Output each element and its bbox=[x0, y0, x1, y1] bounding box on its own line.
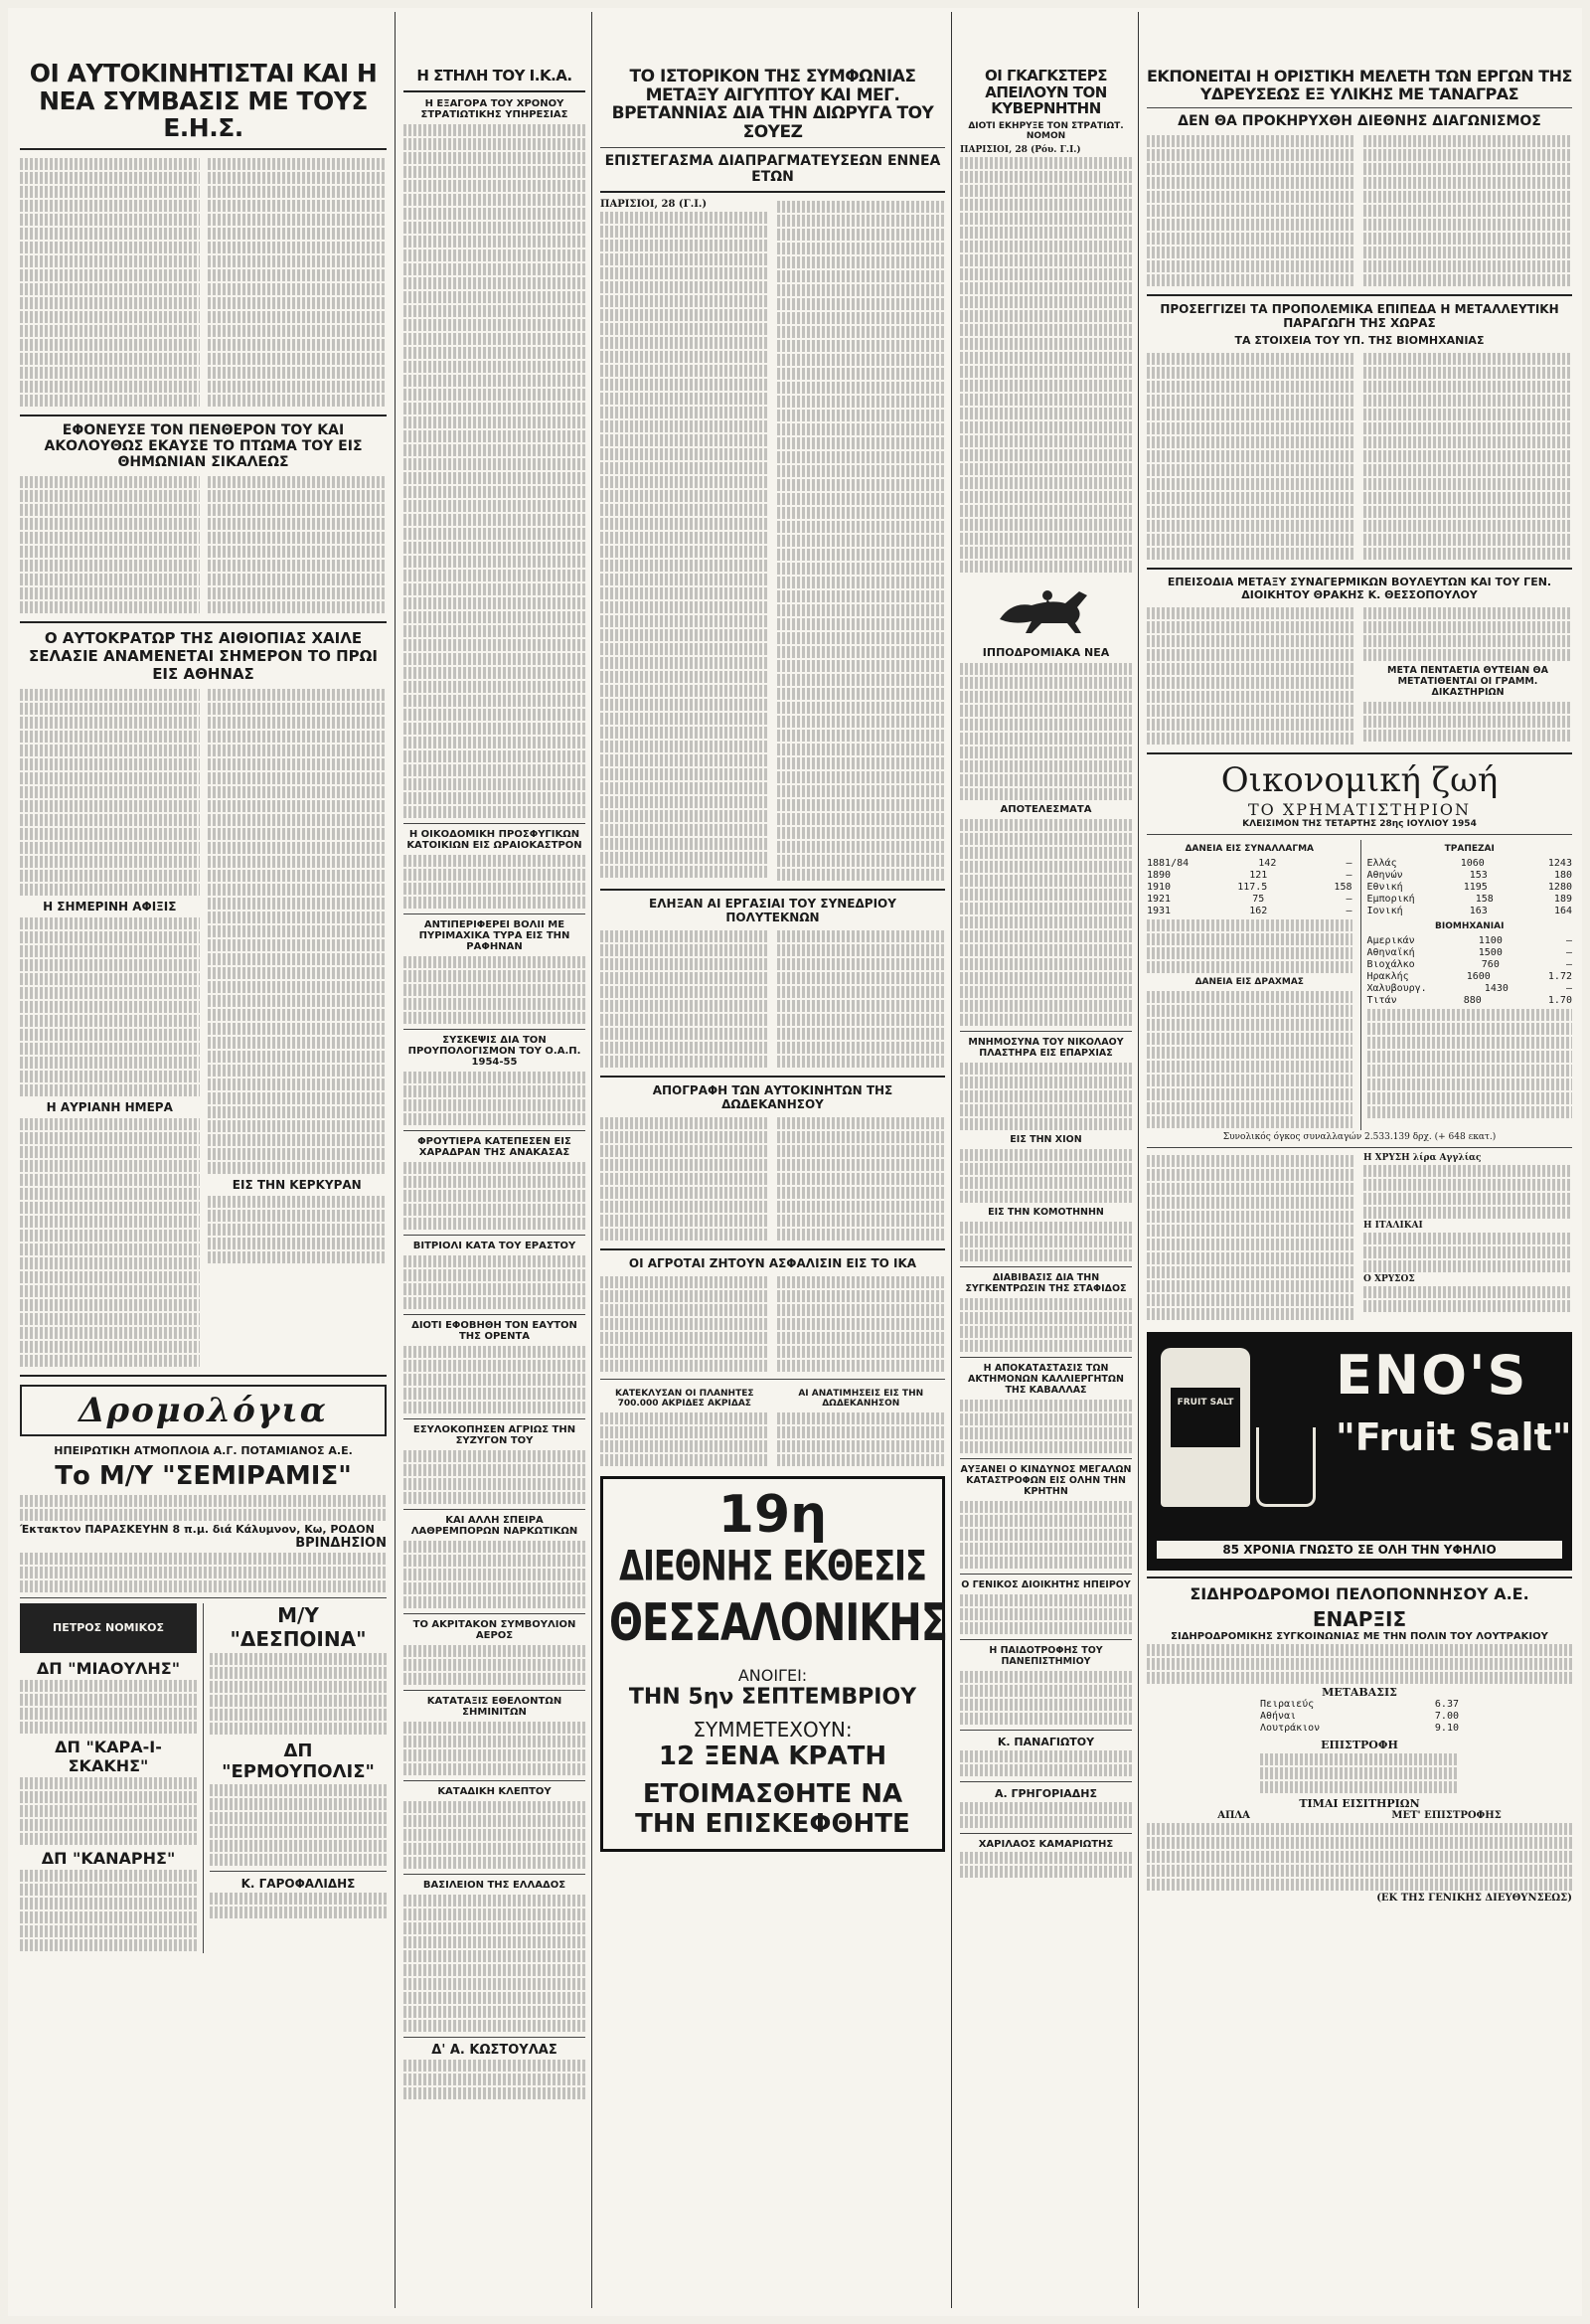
bank-cell: 163 bbox=[1469, 906, 1488, 917]
industry-cell: 1.72 bbox=[1547, 971, 1572, 983]
newspaper-page bbox=[8, 8, 1582, 2316]
industry-cell: — bbox=[1565, 935, 1572, 947]
headline-budget: ΣΥΣΚΕΨΙΣ ΔΙΑ ΤΟΝ ΠΡΟΥΠΟΛΟΓΙΣΜΟΝ ΤΟΥ Ο.Α.Π. 1954-55 bbox=[407, 1034, 581, 1068]
bank-cell: 1243 bbox=[1547, 858, 1572, 870]
industry-cell: 760 bbox=[1481, 959, 1500, 971]
headline-polyteknoi: ΕΛΗΞΑΝ ΑΙ ΕΡΓΑΣΙΑΙ ΤΟΥ ΣΥΝΕΔΡΙΟΥ ΠΟΛΥΤΕΚΝΩΝ bbox=[649, 896, 896, 924]
economy-title: Οικονομική ζωή bbox=[1220, 760, 1499, 801]
fair-participants-label: ΣΥΜΜΕΤΕΧΟΥΝ: bbox=[693, 1717, 853, 1742]
industry-row bbox=[1367, 947, 1573, 959]
industry-cell: Χαλυβουργ. bbox=[1366, 983, 1427, 995]
bank-cell: 1060 bbox=[1460, 858, 1485, 870]
table-drachma-loans-title: ΔΑΝΕΙΑ ΕΙΣ ΔΡΑΧΜΑΣ bbox=[1194, 977, 1304, 988]
bank-cell: Ελλάς bbox=[1366, 858, 1397, 870]
loan-row bbox=[1147, 906, 1352, 917]
industry-cell: Ηρακλής bbox=[1366, 971, 1409, 983]
ship-route: Έκτακτον ΠΑΡΑΣΚΕΥΗΝ 8 π.μ. διά Κάλυμνον, Κω, ΡΟΔΟΝ bbox=[20, 1522, 375, 1536]
headline-university: Η ΠΑΙΔΟΤΡΟΦΗΣ ΤΟΥ ΠΑΝΕΠΙΣΤΗΜΙΟΥ bbox=[989, 1644, 1103, 1667]
rail-prices: ΤΙΜΑΙ ΕΙΣΙΤΗΡΙΩΝ bbox=[1299, 1797, 1420, 1811]
bank-cell: 1280 bbox=[1547, 882, 1572, 894]
headline-thief: ΚΑΤΑΔΙΚΗ ΚΛΕΠΤΟΥ bbox=[437, 1785, 552, 1797]
headline-motorists: ΟΙ ΑΥΤΟΚΙΝΗΤΙΣΤΑΙ ΚΑΙ Η ΝΕΑ ΣΥΜΒΑΣΙΣ ΜΕ ΤΟΥΣ Ε.Η.Σ. bbox=[29, 59, 378, 142]
horse-icon bbox=[992, 581, 1101, 637]
dromologia-title: Δρομολόγια bbox=[20, 1385, 387, 1436]
loan-cell: 158 bbox=[1334, 882, 1352, 894]
rail-time-row bbox=[1260, 1699, 1459, 1711]
loan-row bbox=[1147, 894, 1352, 906]
rail-departure: ΜΕΤΑΒΑΣΙΣ bbox=[1322, 1686, 1397, 1700]
doctor-kostoulas: Δ' Α. ΚΩΣΤΟΥΛΑΣ bbox=[431, 2042, 557, 2058]
rail-time-cell: Αθήναι bbox=[1260, 1711, 1297, 1723]
enos-product: "Fruit Salt" bbox=[1336, 1415, 1572, 1460]
headline-epirus: Ο ΓΕΝΙΚΟΣ ΔΙΟΙΚΗΤΗΣ ΗΠΕΙΡΟΥ bbox=[961, 1578, 1131, 1590]
subhead-arrival: Η ΣΗΜΕΡΙΝΗ ΑΦΙΞΙΣ bbox=[43, 899, 177, 913]
loan-cell: — bbox=[1346, 858, 1352, 870]
ship-kanaris: ΔΠ "ΚΑΝΑΡΗΣ" bbox=[41, 1848, 176, 1868]
headline-farmers: ΟΙ ΑΓΡΟΤΑΙ ΖΗΤΟΥΝ ΑΣΦΑΛΙΣΙΝ ΕΙΣ ΤΟ ΙΚΑ bbox=[628, 1255, 917, 1270]
headline-kavala: Η ΑΠΟΚΑΤΑΣΤΑΣΙΣ ΤΩΝ ΑΚΤΗΜΟΝΩΝ ΚΑΛΛΙΕΡΓΗΤΩΝ ΤΗΣ ΚΑΒΑΛΛΑΣ bbox=[968, 1362, 1124, 1396]
column-3 bbox=[594, 12, 952, 2308]
rail-times-table bbox=[1260, 1699, 1459, 1735]
headline-kingdom: ΒΑΣΙΛΕΙΟΝ ΤΗΣ ΕΛΛΑΔΟΣ bbox=[422, 1879, 566, 1891]
table-banks-title: ΤΡΑΠΕΖΑΙ bbox=[1444, 844, 1495, 855]
headline-rafina: ΑΝΤΙΠΕΡΙΦΕΡΕΙ ΒΟΛΙΙ ΜΕ ΠΥΡΙΜΑΧΙΚΑ ΤΥΡΑ ΕΙΣ ΤΗΝ ΡΑΦΗΝΑΝ bbox=[418, 918, 570, 952]
bank-row bbox=[1367, 894, 1573, 906]
enos-advert bbox=[1147, 1332, 1572, 1571]
subhead-chios: ΕΙΣ ΤΗΝ ΧΙΟΝ bbox=[1010, 1133, 1082, 1145]
story-motorists-body bbox=[20, 156, 387, 409]
fair-advert bbox=[600, 1476, 948, 1852]
loan-row bbox=[1147, 882, 1352, 894]
loan-cell: 162 bbox=[1249, 906, 1268, 917]
fair-cta-2: ΤΗΝ ΕΠΙΣΚΕΦΘΗΤΕ bbox=[635, 1808, 910, 1839]
loan-cell: 142 bbox=[1258, 858, 1277, 870]
headline-orenta: ΔΙΟΤΙ ΕΦΟΒΗΘΗ ΤΟΝ ΕΑΥΤΟΝ ΤΗΣ ΟΡΕΝΤΑ bbox=[411, 1319, 577, 1342]
fx-loans-table bbox=[1147, 858, 1352, 917]
ship-route-dest: ΒΡΙΝΔΗΣΙΟΝ bbox=[295, 1535, 387, 1551]
ship-karaiskakis: ΔΠ "ΚΑΡΑ-Ι-ΣΚΑΚΗΣ" bbox=[55, 1737, 162, 1775]
bank-cell: Εθνική bbox=[1366, 882, 1403, 894]
headline-air-council: ΤΟ ΑΚΡΙΤΑΚΟΝ ΣΥΜΒΟΥΛΙΟΝ ΑΕΡΟΣ bbox=[412, 1618, 576, 1641]
fair-open-date: ΤΗΝ 5ην ΣΕΠΤΕΜΒΡΙΟΥ bbox=[628, 1684, 917, 1710]
enos-glass-icon bbox=[1256, 1427, 1316, 1507]
fair-title-1: ΔΙΕΘΝΗΣ ΕΚΘΕΣΙΣ bbox=[619, 1541, 926, 1590]
subhead-competition: ΔΕΝ ΘΑ ΠΡΟΚΗΡΥΧΘΗ ΔΙΕΘΝΗΣ ΔΙΑΓΩΝΙΣΜΟΣ bbox=[1178, 113, 1541, 130]
fair-title-2: ΘΕΣΣΑΛΟΝΙΚΗΣ bbox=[609, 1592, 948, 1653]
table-fx-loans-title: ΔΑΝΕΙΑ ΕΙΣ ΣΥΝΑΛΛΑΓΜΑ bbox=[1185, 844, 1315, 855]
industries-table bbox=[1367, 935, 1573, 1007]
bank-row bbox=[1367, 882, 1573, 894]
bank-cell: Αθηνών bbox=[1366, 870, 1403, 882]
rail-time-cell: Πειραιεύς bbox=[1260, 1699, 1315, 1711]
loan-cell: 1931 bbox=[1147, 906, 1172, 917]
rail-start: ΕΝΑΡΞΙΣ bbox=[1312, 1607, 1407, 1632]
bank-cell: Εμπορική bbox=[1366, 894, 1415, 906]
rail-return: ΕΠΙΣΤΡΟΦΗ bbox=[1321, 1739, 1398, 1752]
bank-row bbox=[1367, 870, 1573, 882]
loan-cell: 1890 bbox=[1147, 870, 1172, 882]
bank-row bbox=[1367, 906, 1573, 917]
headline-narcotics: ΚΑΙ ΑΛΛΗ ΣΠΕΙΡΑ ΛΑΘΡΕΜΠΟΡΩΝ ΝΑΡΚΩΤΙΚΩΝ bbox=[410, 1514, 578, 1537]
ship-semiramis: Το Μ/Υ "ΣΕΜΙΡΑΜΙΣ" bbox=[55, 1460, 352, 1491]
dateline-gangsters: ΠΑΡΙΣΙΟΙ, 28 (Ρόυ. Γ.Ι.) bbox=[960, 144, 1081, 155]
ship-miaoulis: ΔΠ "ΜΙΑΟΥΛΗΣ" bbox=[36, 1658, 181, 1678]
headline-thrace: ΕΠΕΙΣΟΔΙΑ ΜΕΤΑΞΥ ΣΥΝΑΓΕΡΜΙΚΩΝ ΒΟΥΛΕΥΤΩΝ ΚΑΙ ΤΟΥ ΓΕΝ. ΔΙΟΙΚΗΤΟΥ ΘΡΑΚΗΣ Κ. ΘΕΣΣΟΠΟΥΛΟΥ bbox=[1167, 576, 1552, 602]
loan-row bbox=[1147, 870, 1352, 882]
ship-ermoupolis: ΔΠ "ΕΡΜΟΥΠΟΛΙΣ" bbox=[222, 1740, 375, 1782]
headline-crete: ΑΥΞΑΝΕΙ Ο ΚΙΝΔΥΝΟΣ ΜΕΓΑΛΩΝ ΚΑΤΑΣΤΡΟΦΩΝ ΕΙΣ ΟΛΗΝ ΤΗΝ ΚΡΗΤΗΝ bbox=[960, 1463, 1132, 1497]
headline-water: ΕΚΠΟΝΕΙΤΑΙ Η ΟΡΙΣΤΙΚΗ ΜΕΛΕΤΗ ΤΩΝ ΕΡΓΩΝ ΤΗΣ ΥΔΡΕΥΣΕΩΣ ΕΞ ΥΛΙΚΗΣ ΜΕ ΤΑΝΑΓΡΑΣ bbox=[1147, 67, 1572, 103]
loan-cell: 117.5 bbox=[1237, 882, 1268, 894]
racing-illustration bbox=[960, 579, 1132, 640]
subhead-tomorrow: Η ΑΥΡΙΑΝΗ ΗΜΕΡΑ bbox=[46, 1099, 173, 1114]
bank-cell: 1195 bbox=[1463, 882, 1488, 894]
rail-time-row bbox=[1260, 1711, 1459, 1723]
bank-cell: 153 bbox=[1469, 870, 1488, 882]
column-4 bbox=[954, 12, 1139, 2308]
headline-clerks: ΜΕΤΑ ΠΕΝΤΑΕΤΙΑ ΘΥΤΕΙΑΝ ΘΑ ΜΕΤΑΤΙΘΕΝΤΑΙ ΟΙ ΓΡΑΜΜ. ΔΙΚΑΣΤΗΡΙΩΝ bbox=[1387, 665, 1548, 699]
headline-gangsters: ΟΙ ΓΚΑΓΚΣΤΕΡΣ ΑΠΕΙΛΟΥΝ ΤΟΝ ΚΥΒΕΡΝΗΤΗΝ bbox=[985, 67, 1107, 117]
column-1 bbox=[12, 12, 396, 2308]
loan-cell: — bbox=[1346, 870, 1352, 882]
rail-round: ΜΕΤ' ΕΠΙΣΤΡΟΦΗΣ bbox=[1391, 1810, 1502, 1822]
loan-cell: 1881/84 bbox=[1147, 858, 1190, 870]
headline-spouse: ΕΣΥΛΟΚΟΠΗΣΕΝ ΑΓΡΙΩΣ ΤΗΝ ΣΥΖΥΓΟΝ ΤΟΥ bbox=[412, 1423, 576, 1446]
loan-cell: 1910 bbox=[1147, 882, 1172, 894]
rail-time-cell: 6.37 bbox=[1434, 1699, 1459, 1711]
loan-cell: 1921 bbox=[1147, 894, 1172, 906]
industry-row bbox=[1367, 959, 1573, 971]
loan-cell: 121 bbox=[1249, 870, 1268, 882]
rail-time-row bbox=[1260, 1723, 1459, 1735]
loan-row bbox=[1147, 858, 1352, 870]
table-industries-title: ΒΙΟΜΗΧΑΝΙΑΙ bbox=[1435, 921, 1505, 932]
headline-prices: ΑΙ ΑΝΑΤΙΜΗΣΕΙΣ ΕΙΣ ΤΗΝ ΔΩΔΕΚΑΝΗΣΟΝ bbox=[798, 1388, 924, 1409]
industry-row bbox=[1367, 983, 1573, 995]
headline-emperor: Ο ΑΥΤΟΚΡΑΤΩΡ ΤΗΣ ΑΙΘΙΟΠΙΑΣ ΧΑΙΛΕ ΣΕΛΑΣΙΕ ΑΝΑΜΕΝΕΤΑΙ ΣΗΜΕΡΟΝ ΤΟ ΠΡΩΙ ΕΙΣ ΑΘΗΝΑΣ bbox=[29, 628, 378, 683]
enos-brand: ENO'S bbox=[1336, 1344, 1528, 1408]
industry-cell: 1600 bbox=[1466, 971, 1491, 983]
industry-cell: — bbox=[1565, 983, 1572, 995]
total-volume: Συνολικός όγκος συναλλαγών 2.533.139 δρχ. (+ 648 εκατ.) bbox=[1222, 1132, 1497, 1143]
loan-cell: — bbox=[1346, 894, 1352, 906]
subhead-ika: Η ΕΞΑΓΟΡΑ ΤΟΥ ΧΡΟΝΟΥ ΣΤΡΑΤΙΩΤΙΚΗΣ ΥΠΗΡΕΣΙΑΣ bbox=[420, 97, 568, 120]
industry-cell: 1.70 bbox=[1547, 995, 1572, 1007]
stock-exchange-date: ΚΛΕΙΣΙΜΟΝ ΤΗΣ ΤΕΤΑΡΤΗΣ 28ης ΙΟΥΛΙΟΥ 1954 bbox=[1242, 819, 1477, 830]
fair-number: 19η bbox=[717, 1484, 828, 1545]
subhead-negotiations: ΕΠΙΣΤΕΓΑΣΜΑ ΔΙΑΠΡΑΓΜΑΤΕΥΣΕΩΝ ΕΝΝΕΑ ΕΤΩΝ bbox=[604, 152, 941, 185]
industry-row bbox=[1367, 995, 1573, 1007]
subhead-results: ΑΠΟΤΕΛΕΣΜΑΤΑ bbox=[1000, 803, 1092, 815]
industry-row bbox=[1367, 935, 1573, 947]
industry-cell: 1500 bbox=[1478, 947, 1503, 959]
industry-cell: 1100 bbox=[1478, 935, 1503, 947]
loan-cell: 75 bbox=[1252, 894, 1265, 906]
gold-sovereign: Η ΧΡΥΣΗ λίρα Αγγλίας bbox=[1363, 1153, 1482, 1164]
bank-cell: 189 bbox=[1553, 894, 1572, 906]
rail-subtitle: ΣΙΔΗΡΟΔΡΟΜΙΚΗΣ ΣΥΓΚΟΙΝΩΝΙΑΣ ΜΕ ΤΗΝ ΠΟΛΙΝ ΤΟΥ ΛΟΥΤΡΑΚΙΟΥ bbox=[1171, 1631, 1548, 1643]
headline-raisin: ΔΙΑΒΙΒΑΣΙΣ ΔΙΑ ΤΗΝ ΣΥΓΚΕΝΤΡΩΣΙΝ ΤΗΣ ΣΤΑΦΙΔΟΣ bbox=[965, 1271, 1127, 1294]
subhead-corfu: ΕΙΣ ΤΗΝ ΚΕΡΚΥΡΑΝ bbox=[232, 1177, 362, 1192]
bank-cell: 164 bbox=[1553, 906, 1572, 917]
shipping-logo: ΠΕΤΡΟΣ ΝΟΜΙΚΟΣ bbox=[20, 1603, 197, 1653]
gold-note: Ο ΧΡΥΣΟΣ bbox=[1363, 1274, 1415, 1285]
ship-company: ΗΠΕΙΡΩΤΙΚΗ ΑΤΜΟΠΛΟΙΑ Α.Γ. ΠΟΤΑΜΙΑΝΟΣ Α.Ε. bbox=[54, 1443, 353, 1457]
headline-murder: ΕΦΟΝΕΥΣΕ ΤΟΝ ΠΕΝΘΕΡΟΝ ΤΟΥ ΚΑΙ ΑΚΟΛΟΥΘΩΣ ΕΚΑΥΣΕ ΤΟ ΠΤΩΜΑ ΤΟΥ ΕΙΣ ΘΗΜΩΝΙΑΝ ΣΙΚΑΛΕΩΣ bbox=[44, 421, 363, 470]
fair-open-label: ΑΝΟΙΓΕΙ: bbox=[737, 1665, 808, 1685]
doctor-grigoriadis: Α. ΓΡΗΓΟΡΙΑΔΗΣ bbox=[994, 1786, 1098, 1800]
headline-volunteers: ΚΑΤΑΤΑΞΙΣ ΕΘΕΛΟΝΤΩΝ ΣΗΜΙΝΙΤΩΝ bbox=[426, 1695, 562, 1718]
subhead-komotini: ΕΙΣ ΤΗΝ ΚΟΜΟΤΗΝΗΝ bbox=[988, 1206, 1104, 1218]
rail-simple: ΑΠΛΑ bbox=[1217, 1810, 1250, 1822]
headline-truck: ΦΡΟΥΤΙΕΡΑ ΚΑΤΕΠΕΣΕΝ ΕΙΣ ΧΑΡΑΔΡΑΝ ΤΗΣ ΑΝΑΚΑΣΑΣ bbox=[417, 1135, 571, 1158]
column-5 bbox=[1141, 12, 1578, 2308]
industry-cell: — bbox=[1565, 947, 1572, 959]
italian: Η ΙΤΑΛΙΚΑΙ bbox=[1363, 1221, 1423, 1232]
industry-cell: — bbox=[1565, 959, 1572, 971]
subhead-mining: ΤΑ ΣΤΟΙΧΕΙΑ ΤΟΥ ΥΠ. ΤΗΣ ΒΙΟΜΗΧΑΝΙΑΣ bbox=[1234, 334, 1485, 348]
headline-vitriol: ΒΙΤΡΙΟΛΙ ΚΑΤΑ ΤΟΥ ΕΡΑΣΤΟΥ bbox=[412, 1240, 576, 1251]
industry-cell: Αθηναϊκή bbox=[1366, 947, 1415, 959]
headline-mining: ΠΡΟΣΕΓΓΙΖΕΙ ΤΑ ΠΡΟΠΟΛΕΜΙΚΑ ΕΠΙΠΕΔΑ Η ΜΕΤΑΛΛΕΥΤΙΚΗ ΠΑΡΑΓΩΓΗ ΤΗΣ ΧΩΡΑΣ bbox=[1160, 302, 1559, 331]
bank-cell: Ιονική bbox=[1366, 906, 1403, 917]
headline-housing: Η ΟΙΚΟΔΟΜΙΚΗ ΠΡΟΣΦΥΓΙΚΩΝ ΚΑΤΟΙΚΙΩΝ ΕΙΣ ΩΡΑΙΟΚΑΣΤΡΟΝ bbox=[406, 828, 582, 851]
headline-ika: Η ΣΤΗΛΗ ΤΟΥ Ι.Κ.Α. bbox=[416, 67, 572, 84]
industry-cell: Τιτάν bbox=[1366, 995, 1397, 1007]
rail-footer: (ΕΚ ΤΗΣ ΓΕΝΙΚΗΣ ΔΙΕΥΘΥΝΣΕΩΣ) bbox=[1376, 1893, 1572, 1905]
doctor-kamariotis: ΧΑΡΙΛΑΟΣ ΚΑΜΑΡΙΩΤΗΣ bbox=[978, 1838, 1114, 1850]
rail-time-cell: 7.00 bbox=[1434, 1711, 1459, 1723]
bank-cell: 158 bbox=[1475, 894, 1494, 906]
banks-table bbox=[1367, 858, 1573, 917]
stock-exchange-title: ΤΟ ΧΡΗΜΑΤΙΣΤΗΡΙΟΝ bbox=[1247, 800, 1472, 820]
headline-memorials: ΜΝΗΜΟΣΥΝΑ ΤΟΥ ΝΙΚΟΛΑΟΥ ΠΛΑΣΤΗΡΑ ΕΙΣ ΕΠΑΡΧΙΑΣ bbox=[968, 1036, 1124, 1059]
headline-locusts: ΚΑΤΕΚΛΥΣΑΝ ΟΙ ΠΛΑΝΗΤΕΣ 700.000 ΑΚΡΙΔΕΣ ΑΚΡΙΔΑΣ bbox=[614, 1388, 754, 1409]
industry-cell: Βιοχάλκο bbox=[1366, 959, 1415, 971]
ship-despoina: Μ/Υ "ΔΕΣΠΟΙΝΑ" bbox=[230, 1602, 367, 1651]
dateline-paris: ΠΑΡΙΣΙΟΙ, 28 (Γ.Ι.) bbox=[600, 198, 708, 210]
rail-time-cell: Λουτράκιον bbox=[1260, 1723, 1321, 1735]
bank-cell: 180 bbox=[1553, 870, 1572, 882]
fair-cta-1: ΕΤΟΙΜΑΣΘΗΤΕ ΝΑ bbox=[642, 1778, 903, 1809]
headline-suez: ΤΟ ΙΣΤΟΡΙΚΟΝ ΤΗΣ ΣΥΜΦΩΝΙΑΣ ΜΕΤΑΞΥ ΑΙΓΥΠΤΟΥ ΚΑΙ ΜΕΓ. ΒΡΕΤΑΝΝΙΑΣ ΔΙΑ ΤΗΝ ΔΙΩΡΥΓΑ ΤΟΥ ΣΟΥΕΖ bbox=[611, 67, 934, 143]
subhead-martial-law: ΔΙΟΤΙ ΕΚΗΡΥΞΕ ΤΟΝ ΣΤΡΑΤΙΩΤ. ΝΟΜΟΝ bbox=[968, 120, 1124, 141]
headline-racing: ΙΠΠΟΔΡΟΜΙΑΚΑ ΝΕΑ bbox=[982, 645, 1110, 659]
headline-dodecanese-cars: ΑΠΟΓΡΑΦΗ ΤΩΝ ΑΥΤΟΚΙΝΗΤΩΝ ΤΗΣ ΔΩΔΕΚΑΝΗΣΟΥ bbox=[652, 1082, 893, 1111]
loan-cell: — bbox=[1346, 906, 1352, 917]
rail-time-cell: 9.10 bbox=[1434, 1723, 1459, 1735]
industry-row bbox=[1367, 971, 1573, 983]
industry-cell: Αμερικάν bbox=[1366, 935, 1415, 947]
fair-participants: 12 ΞΕΝΑ ΚΡΑΤΗ bbox=[658, 1741, 887, 1771]
enos-tagline: 85 ΧΡΟΝΙΑ ΓΝΩΣΤΟ ΣΕ ΟΛΗ ΤΗΝ ΥΦΗΛΙΟ bbox=[1157, 1541, 1562, 1559]
doctor-garofalidis: Κ. ΓΑΡΟΦΑΛΙΔΗΣ bbox=[240, 1876, 356, 1891]
column-2 bbox=[398, 12, 592, 2308]
enos-bottle-icon: FRUIT SALT bbox=[1161, 1348, 1250, 1507]
rail-title: ΣΙΔΗΡΟΔΡΟΜΟΙ ΠΕΛΟΠΟΝΝΗΣΟΥ Α.Ε. bbox=[1190, 1584, 1529, 1604]
industry-cell: 880 bbox=[1463, 995, 1482, 1007]
doctor-panagiotou: Κ. ΠΑΝΑΓΙΩΤΟΥ bbox=[997, 1735, 1095, 1748]
industry-cell: 1430 bbox=[1484, 983, 1509, 995]
bank-row bbox=[1367, 858, 1573, 870]
